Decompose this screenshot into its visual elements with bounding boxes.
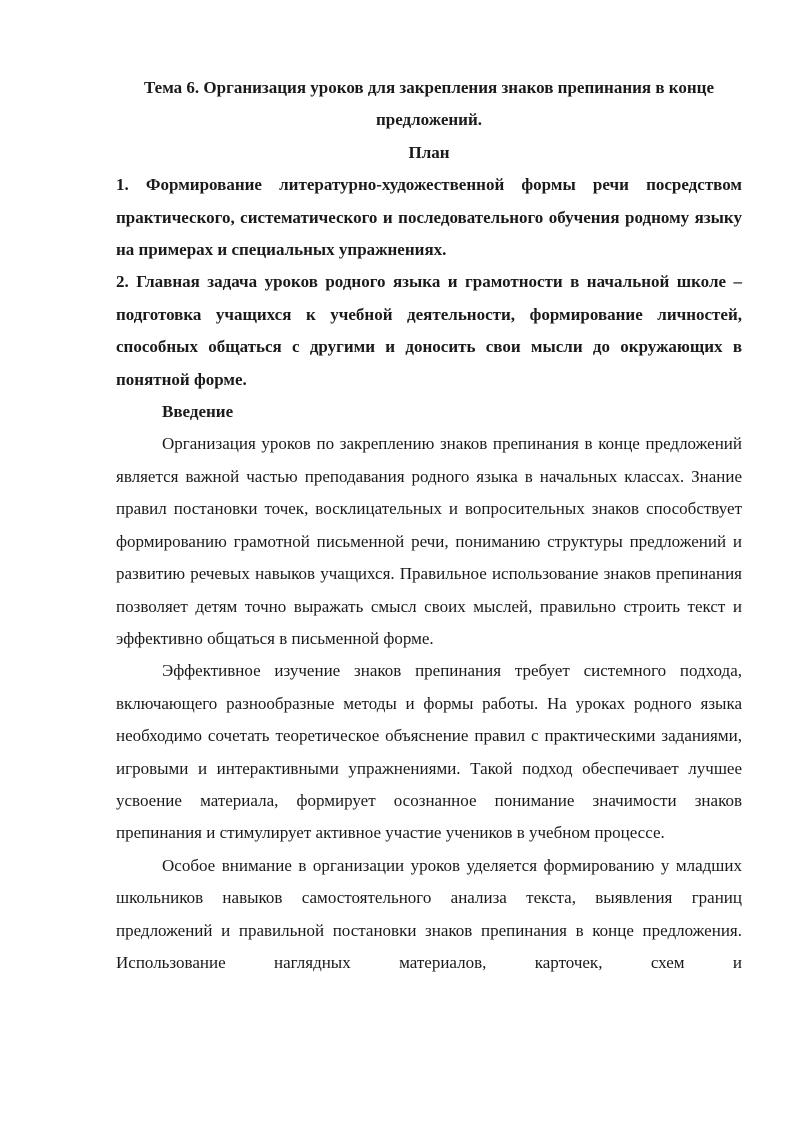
document-title: Тема 6. Организация уроков для закрепления знаков препинания в конце предложений. (143, 78, 715, 130)
plan-heading: План (408, 142, 450, 162)
paragraph-1: Организация уроков по закреплению знаков препинания в конце предложений является важной частью преподавания родного языка в начальных классах. Знание правил постановки точек, восклицательных и вопросительных знаков способствует формированию грамотной письменной речи, пониманию структуры предложений и развитию речевых навыков учащихся. Правильное использование знаков препинания позволяет детям точно выражать смысл своих мыслей, правильно строить текст и эффективно общаться в письменной форме. (116, 434, 742, 648)
plan-item-2: 2. Главная задача уроков родного языка и грамотности в начальной школе – подготовка учащихся к учебной деятельности, формирование личностей, способных общаться с другими и доносить свои мысли до окружающих в понятной форме. (116, 272, 742, 389)
plan-item-1: 1. Формирование литературно-художественной формы речи посредством практического, систематического и последовательного обучения родному языку на примерах и специальных упражнениях. (116, 175, 742, 260)
paragraph-3: Особое внимание в организации уроков уделяется формированию у младших школьников навыков самостоятельного анализа текста, выявления границ предложений и правильной постановки знаков препинания в конце предложения. Использование наглядных материалов, карточек, схем и (116, 855, 742, 972)
intro-heading: Введение (162, 402, 234, 422)
paragraph-2: Эффективное изучение знаков препинания требует системного подхода, включающего разнообразные методы и формы работы. На уроках родного языка необходимо сочетать теоретическое объяснение правил с практическими заданиями, игровыми и интерактивными упражнениями. Такой подход обеспечивает лучшее усвоение материала, формирует осознанное понимание значимости знаков препинания и стимулирует активное участие учеников в учебном процессе. (116, 661, 742, 843)
document-body (116, 72, 742, 979)
